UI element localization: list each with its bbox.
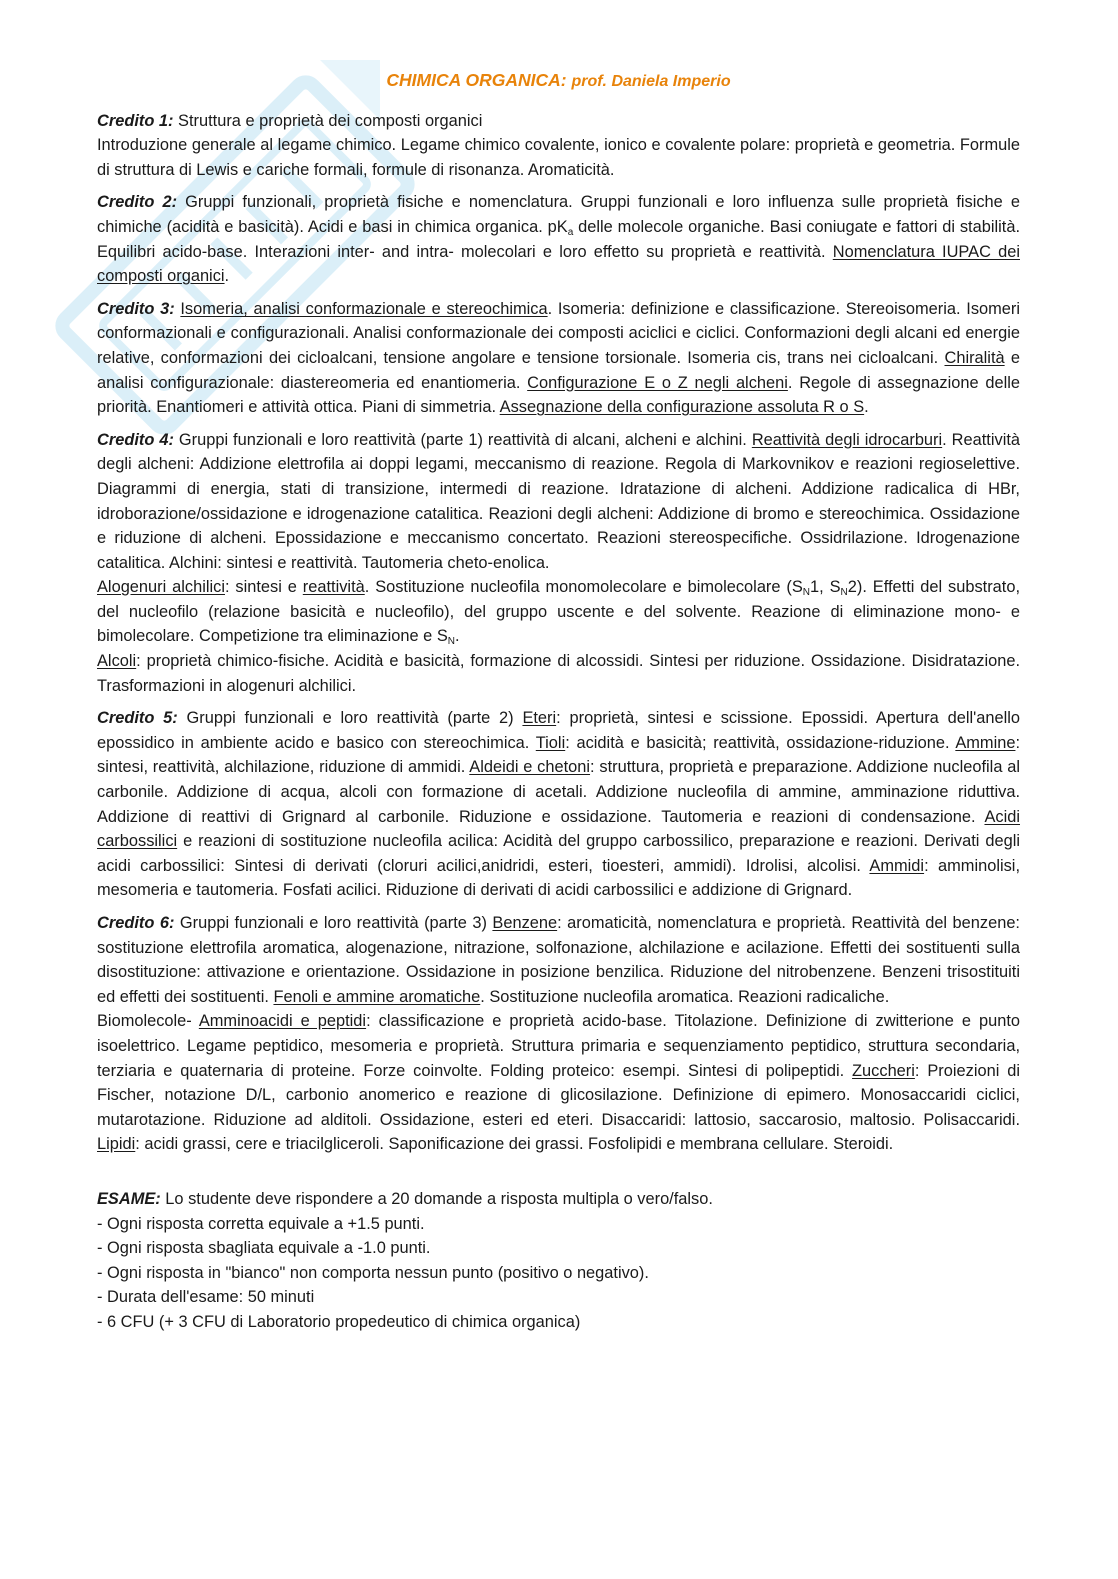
subscript: N: [802, 587, 811, 599]
underlined-topic: Alcoli: [97, 652, 137, 671]
credito-1-body: Introduzione generale al legame chimico. Legame chimico covalente, ionico e covalente polare: proprietà e geometria. Formule di struttura di Lewis e cariche formali, formule di risonanza. Aromaticità.: [97, 136, 1020, 179]
underlined-topic: Ammidi: [869, 856, 925, 875]
credito-5-text: : acidità e basicità; reattività, ossidazione-riduzione.: [565, 733, 956, 752]
page-title: [97, 68, 1020, 95]
credito-6-text: : Proiezioni di Fischer, notazione D/L, carbonio anomerico e reazione di glicosilazione. Definizione di epimero. Monosaccaridi ciclici, mutarotazione. Riduzione ad alditoli. Ossidazione, esteri ed eteri. Disaccaridi: lattosio, saccarosio, maltosio. Polisaccaridi.: [97, 1061, 1020, 1129]
underlined-topic: Aldeidi e chetoni: [469, 758, 591, 777]
credito-2-text: delle molecole organiche. Basi coniugate e fattori di stabilità. Equilibri acido-base. Interazioni inter- and intra- molecolari e loro effetto su proprietà e reattività.: [97, 217, 1020, 261]
underlined-topic: Benzene: [492, 914, 558, 932]
underlined-topic: Eteri: [522, 709, 557, 728]
subscript: N: [840, 587, 848, 599]
subscript: N: [447, 636, 455, 648]
credito-4-text: . Sostituzione nucleofila monomolecolare e bimolecolare (S: [364, 578, 803, 597]
credito-1-label: Credito 1:: [97, 111, 174, 130]
credito-3-text: . Regole di assegnazione delle priorità. Enantiomeri e attività ottica. Piani di simmetria.: [97, 373, 1020, 417]
credito-2-label: Credito 2:: [97, 193, 178, 212]
credito-6-label: Credito 6:: [97, 914, 175, 932]
credito-4-text: . Reattività degli alcheni: Addizione elettrofila ai doppi legami, meccanismo di reazione. Regola di Markovnikov e reazioni regioselettive. Diagrammi di energia, stati di transizione, intermedi di reazione. Idratazione di alcheni. Addizione radicalica di HBr, idroborazione/ossidazione e idrogenazione catalitica. Reazioni degli alcheni: Addizione di bromo e stereochimica. Ossidazione e riduzione di alcheni. Epossidazione e meccanismo concertato. Reazioni stereospecifiche. Ossidrilazione. Idrogenazione catalitica. Alchini: sintesi e reattività. Tautomeria cheto-enolica.: [97, 430, 1020, 572]
exam-line: - Durata dell'esame: 50 minuti: [97, 1288, 315, 1307]
title-main: CHIMICA ORGANICA:: [386, 70, 567, 90]
credito-2-text: .: [224, 267, 230, 286]
credito-1-heading: Struttura e proprietà dei composti organici: [173, 111, 483, 130]
credito-5-section: [97, 706, 1020, 903]
credito-5-text: Gruppi funzionali e loro reattività (parte 2): [177, 709, 523, 728]
credito-6-text: Biomolecole-: [97, 1012, 199, 1031]
subscript: a: [567, 226, 574, 238]
credito-3-label: Credito 3:: [97, 299, 175, 318]
credito-5-text: : amminolisi, mesomeria e tautomeria. Fosfati acilici. Riduzione di derivati di acidi carbossilici e addizione di Grignard.: [97, 856, 1020, 900]
credito-6-text: : acidi grassi, cere e triacilgliceroli. Saponificazione dei grassi. Fosfolipidi e membrana cellulare. Steroidi.: [135, 1135, 894, 1154]
credito-5-text: e reazioni di sostituzione nucleofila acilica: Acidità del gruppo carbossilico, preparazione e reazioni. Derivati degli acidi carbossilici: Sintesi di derivati (cloruri acilici,anidridi, esteri, tioesteri, ammidi). Idrolisi, alcolisi.: [97, 832, 1020, 875]
credito-3-text: . Isomeria: definizione e classificazione. Stereoisomeria. Isomeri conformazionali e configurazionali. Analisi conformazionale dei composti aciclici e ciclici. Conformazioni degli alcani ed energie relative, conformazioni dei cicloalcani, tensione angolare e tensione torsionale. Isomeria cis, trans nei cicloalcani.: [97, 299, 1021, 367]
credito-5-label: Credito 5:: [97, 709, 178, 728]
credito-5-text: : sintesi, reattività, alchilazione, riduzione di ammidi.: [97, 733, 1021, 777]
credito-5-text: : struttura, proprietà e preparazione. Addizione nucleofila al carbonile. Addizione di acqua, alcoli con formazione di acetali. Addizione nucleofila di ammine, amminazione riduttiva. Addizione di reattivi di Grignard al carbonile. Riduzione e ossidazione. Tautomeria e reazioni di condensazione.: [97, 758, 1020, 826]
credito-3-text: e analisi configurazionale: diastereomeria ed enantiomeria.: [97, 348, 1021, 392]
credito-2-section: [97, 190, 1020, 288]
underlined-topic: Reattività degli idrocarburi: [751, 430, 943, 449]
exam-line: - 6 CFU (+ 3 CFU di Laboratorio propedeutico di chimica organica): [97, 1312, 581, 1331]
title-professor: prof. Daniela Imperio: [571, 73, 731, 90]
credito-4-label: Credito 4:: [97, 430, 174, 449]
credito-4-text: 1, S: [810, 578, 841, 597]
credito-6-text: Gruppi funzionali e loro reattività (parte 3): [174, 914, 493, 932]
underlined-topic: Configurazione E o Z negli alcheni: [527, 373, 788, 392]
exam-intro: Lo studente deve rispondere a 20 domande a risposta multipla o vero/falso.: [160, 1189, 713, 1208]
underlined-topic: Alogenuri alchilici: [97, 578, 225, 597]
credito-4-text: 2). Effetti del substrato, del nucleofilo (relazione basicità e nucleofilo), del gruppo uscente e del solvente. Reazione di eliminazione mono- e bimolecolare. Competizione tra eliminazione e S: [97, 578, 1021, 646]
credito-6-text: : aromaticità, nomenclatura e proprietà. Reattività del benzene: sostituzione elettrofila aromatica, alogenazione, nitrazione, solfonazione, alchilazione e acilazione. Effetti dei sostituenti sulla disostituzione: attivazione e orientazione. Ossidazione in posizione benzilica. Riduzione del nitrobenzene. Benzeni trisostituiti ed effetti dei sostituenti.: [97, 914, 1020, 1006]
exam-line: - Ogni risposta in "bianco" non comporta nessun punto (positivo o negativo).: [97, 1263, 649, 1282]
exam-line: - Ogni risposta sbagliata equivale a -1.0 punti.: [97, 1239, 431, 1258]
underlined-topic: Acidi carbossilici: [97, 807, 1020, 851]
underlined-topic: Ammine: [955, 733, 1016, 752]
underlined-topic: Chiralità: [944, 348, 1005, 367]
credito-2-text: Gruppi funzionali, proprietà fisiche e nomenclatura. Gruppi funzionali e loro influenza sulle proprietà fisiche e chimiche (acidità e basicità). Acidi e basi in chimica organica. pK: [97, 193, 1020, 236]
credito-3-text: .: [864, 398, 869, 417]
credito-4-text: : sintesi e: [224, 578, 303, 597]
underlined-topic: Fenoli e ammine aromatiche: [273, 987, 481, 1006]
credito-5-text: : proprietà, sintesi e scissione. Epossidi. Apertura dell'anello epossidico in ambiente acido e basico con stereochimica.: [97, 709, 1020, 752]
credito-4-text: .: [455, 627, 460, 646]
credito-6-section: [97, 911, 1020, 1157]
credito-4-section: [97, 428, 1020, 699]
credito-4-text: Gruppi funzionali e loro reattività (parte 1) reattività di alcani, alcheni e alchini.: [173, 430, 752, 449]
underlined-topic: Tioli: [535, 733, 566, 752]
underlined-topic: Nomenclatura IUPAC dei composti organici: [97, 242, 1020, 286]
underlined-topic: Amminoacidi e peptidi: [198, 1012, 367, 1031]
underlined-topic: Zuccheri: [852, 1061, 915, 1080]
document-content: [97, 68, 1020, 1335]
underlined-topic: Isomeria, analisi conformazionale e stereochimica: [180, 299, 548, 318]
exam-line: - Ogni risposta corretta equivale a +1.5 punti.: [97, 1214, 425, 1233]
underlined-topic: Assegnazione della configurazione assoluta R o S: [499, 398, 865, 417]
underlined-topic: reattività: [302, 578, 365, 597]
credito-6-text: . Sostituzione nucleofila aromatica. Reazioni radicaliche.: [480, 987, 890, 1006]
exam-section: [97, 1187, 1020, 1335]
credito-1-section: [97, 109, 1020, 183]
credito-3-section: [97, 297, 1020, 420]
exam-label: ESAME:: [97, 1189, 161, 1208]
credito-6-text: : classificazione e proprietà acido-base. Titolazione. Definizione di zwitterione e punto isoelettrico. Legame peptidico, mesomeria e proprietà. Struttura primaria e sequenziamento peptidico, struttura secondaria, terziaria e quaternaria di proteine. Forze coinvolte. Folding proteico: esempi. Sintesi di polipeptidi.: [97, 1012, 1020, 1080]
credito-4-text: : proprietà chimico-fisiche. Acidità e basicità, formazione di alcossidi. Sintesi per riduzione. Ossidazione. Disidratazione. Trasformazioni in alogenuri alchilici.: [97, 652, 1020, 695]
underlined-topic: Lipidi: [97, 1135, 136, 1154]
